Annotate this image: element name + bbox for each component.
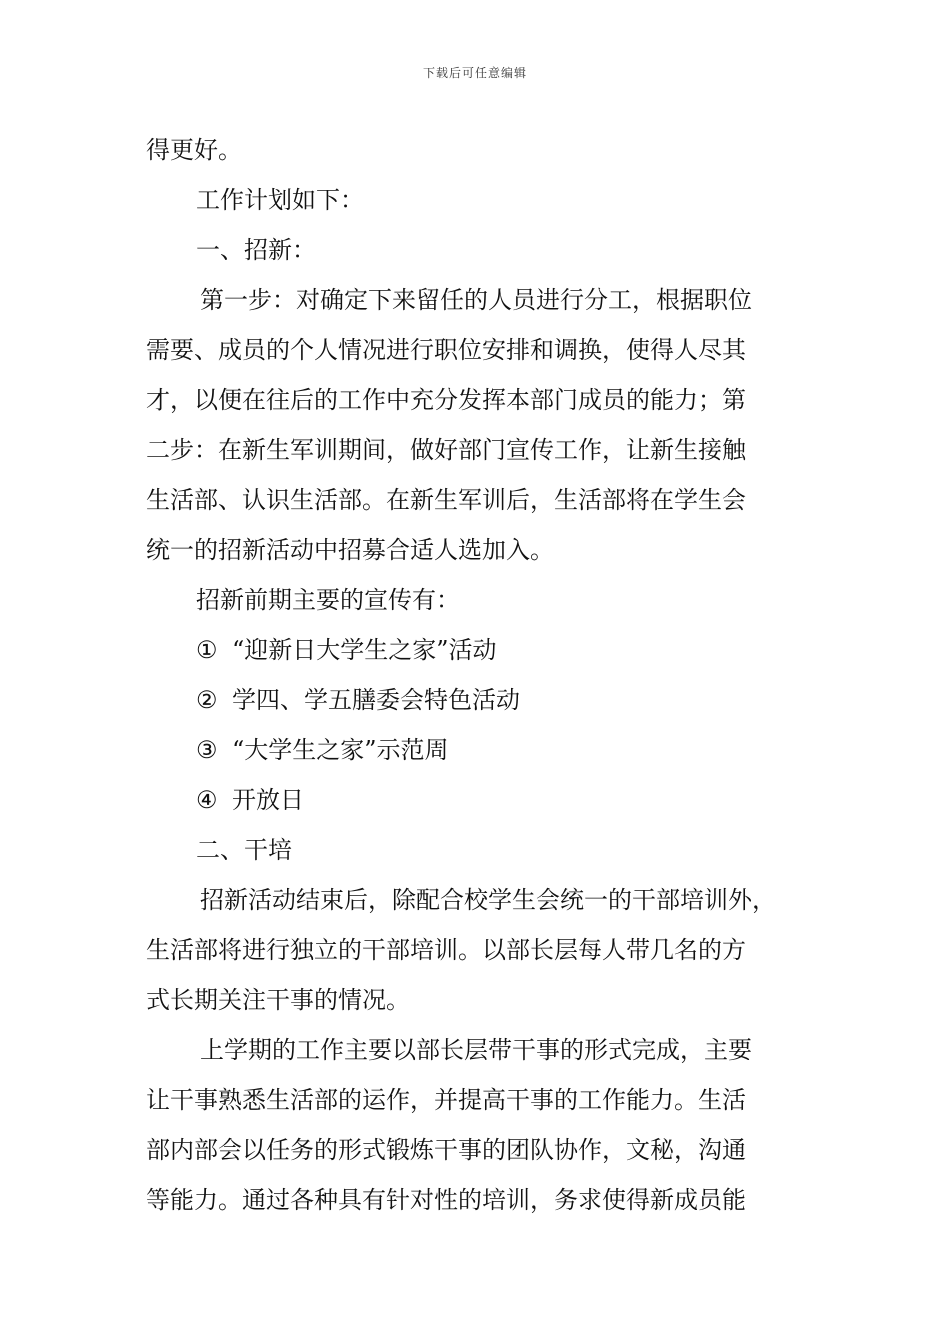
paragraph-line: 招新前期主要的宣传有： [196,586,460,614]
list-marker: ④ [196,786,218,814]
paragraph-line: 生活部、认识生活部。在新生军训后，生活部将在学生会 [146,486,746,514]
paragraph-line: 需要、成员的个人情况进行职位安排和调换，使得人尽其 [146,336,746,364]
list-item [146,675,821,725]
paragraph-line: 得更好。 [146,136,242,164]
list-item [146,775,821,825]
paragraph-line: 第一步：对确定下来留任的人员进行分工，根据职位 [200,286,752,314]
paragraph-line: 上学期的工作主要以部长层带干事的形式完成，主要 [200,1036,752,1064]
list-item [146,725,821,775]
paragraph-line: 式长期关注干事的情况。 [146,986,410,1014]
paragraph-line: 生活部将进行独立的干部培训。以部长层每人带几名的方 [146,936,746,964]
list-marker: ③ [196,736,218,764]
page-header: 下载后可任意编辑 [422,66,527,80]
paragraph-line: 招新活动结束后，除配合校学生会统一的干部培训外， [200,886,776,914]
list-item-text: “迎新日大学生之家”活动 [232,636,497,664]
list-item [146,625,821,675]
list-marker: ① [196,636,218,664]
paragraph-line: 才，以便在往后的工作中充分发挥本部门成员的能力；第 [146,386,746,414]
paragraph-line: 统一的招新活动中招募合适人选加入。 [146,536,554,564]
paragraph-line: 让干事熟悉生活部的运作，并提高干事的工作能力。生活 [146,1086,746,1114]
paragraph-line: 部内部会以任务的形式锻炼干事的团队协作，文秘，沟通 [146,1136,746,1164]
body-text [146,125,821,1225]
paragraph-line: 工作计划如下： [196,186,364,214]
list-item-text: 学四、学五膳委会特色活动 [232,686,520,714]
section-heading: 一、招新： [196,236,316,264]
list-marker: ② [196,686,218,714]
section-heading: 二、干培 [196,836,292,864]
paragraph-line: 等能力。通过各种具有针对性的培训，务求使得新成员能 [146,1186,746,1214]
list-item-text: “大学生之家”示范周 [232,736,449,764]
list-item-text: 开放日 [232,786,304,814]
paragraph-line: 二步：在新生军训期间，做好部门宣传工作，让新生接触 [146,436,746,464]
